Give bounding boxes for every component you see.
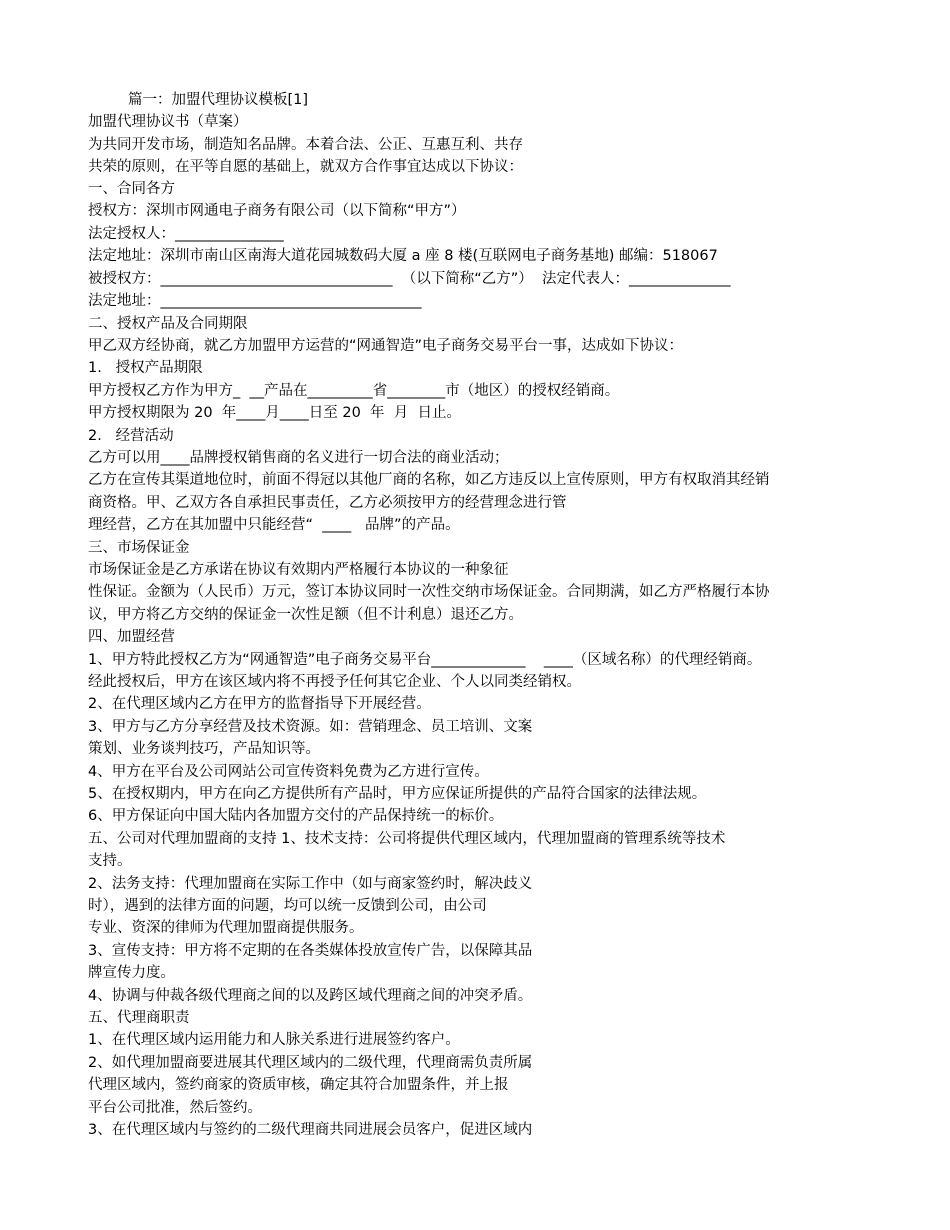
text-line: 共荣的原则，在平等自愿的基础上，就双方合作事宜达成以下协议： (88, 159, 523, 175)
text-line: 2、如代理加盟商要进展其代理区域内的二级代理，代理商需负责所属 (88, 1055, 533, 1071)
text-line: 性保证。金额为（人民币）万元，签订本协议同时一次性交纳市场保证金。合同期满，如乙方严格履行本协 (88, 584, 770, 600)
section-heading: 一、合同各方 (88, 181, 175, 197)
text-line: 3、在代理区域内与签约的二级代理商共同进展会员客户，促进区域内 (88, 1122, 533, 1138)
text-line: 1、甲方特此授权乙方为“网通智造”电子商务交易平台_____________ ____（区域名称）的代理经销商。 (88, 652, 762, 668)
subsection-heading: 2. 经营活动 (88, 428, 174, 444)
section-heading: 五、公司对代理加盟商的支持 1、技术支持：公司将提供代理区域内，代理加盟商的管理系统等技术 (88, 831, 726, 847)
text-line: 授权方：深圳市网通电子商务有限公司（以下简称“甲方”） (88, 203, 466, 219)
text-line: 策划、业务谈判技巧，产品知识等。 (88, 741, 320, 757)
text-line: 被授权方：________________________________ （以下简称“乙方”） 法定代表人：______________ (88, 271, 731, 287)
section-heading: 五、代理商职责 (88, 1010, 190, 1026)
text-line: 经此授权后，甲方在该区域内将不再授予任何其它企业、个人以同类经销权。 (88, 674, 581, 690)
text-line: 甲方授权期限为 20 年____月____日至 20 年 月 日止。 (88, 405, 461, 421)
text-line: 3、宣传支持：甲方将不定期的在各类媒体投放宣传广告，以保障其品 (88, 943, 533, 959)
agreement-title: 加盟代理协议书（草案） (88, 114, 248, 130)
text-line: 法定授权人：_______________ (88, 226, 284, 242)
text-line: 4、甲方在平台及公司网站公司宣传资料免费为乙方进行宣传。 (88, 764, 489, 780)
section-heading: 三、市场保证金 (88, 540, 190, 556)
text-line: 4、协调与仲裁各级代理商之间的以及跨区域代理商之间的冲突矛盾。 (88, 988, 533, 1004)
section-heading: 二、授权产品及合同期限 (88, 316, 248, 332)
text-line: 理经营，乙方在其加盟中只能经营“ ____ 品牌”的产品。 (88, 517, 460, 533)
text-line: 乙方在宣传其渠道地位时，前面不得冠以其他厂商的名称，如乙方违反以上宣传原则，甲方有权取消其经销 (88, 472, 770, 488)
subsection-heading: 1. 授权产品期限 (88, 360, 203, 376)
text-line: 时），遇到的法律方面的问题，均可以统一反馈到公司，由公司 (88, 898, 487, 914)
document-heading: 篇一：加盟代理协议模板[1] (128, 92, 309, 108)
text-line: 牌宣传力度。 (88, 965, 175, 981)
text-line: 2、法务支持：代理加盟商在实际工作中（如与商家签约时，解决歧义 (88, 876, 533, 892)
text-line: 法定地址：深圳市南山区南海大道花园城数码大厦 a 座 8 楼(互联网电子商务基地) 邮编：518067 (88, 248, 718, 264)
text-line: 法定地址：____________________________________ (88, 293, 422, 309)
text-line: 5、在授权期内，甲方在向乙方提供所有产品时，甲方应保证所提供的产品符合国家的法律法规。 (88, 786, 707, 802)
text-line: 1、在代理区域内运用能力和人脉关系进行进展签约客户。 (88, 1032, 460, 1048)
text-line: 支持。 (88, 853, 132, 869)
text-line: 为共同开发市场，制造知名品牌。本着合法、公正、互惠互利、共存 (88, 137, 523, 153)
text-line: 代理区域内，签约商家的资质审核，确定其符合加盟条件，并上报 (88, 1077, 509, 1093)
text-line: 商资格。甲、乙双方各自承担民事责任，乙方必须按甲方的经营理念进行管 (88, 495, 567, 511)
text-line: 6、甲方保证向中国大陆内各加盟方交付的产品保持统一的标价。 (88, 808, 504, 824)
text-line: 平台公司批准，然后签约。 (88, 1100, 262, 1116)
text-line: 2、在代理区域内乙方在甲方的监督指导下开展经营。 (88, 696, 431, 712)
text-line: 专业、资深的律师为代理加盟商提供服务。 (88, 920, 364, 936)
text-line: 议，甲方将乙方交纳的保证金一次性足额（但不计利息）退还乙方。 (88, 607, 523, 623)
text-line: 乙方可以用____品牌授权销售商的名义进行一切合法的商业活动； (88, 450, 509, 466)
section-heading: 四、加盟经营 (88, 629, 175, 645)
text-line: 市场保证金是乙方承诺在协议有效期内严格履行本协议的一种象征 (88, 562, 509, 578)
text-line: 甲乙双方经协商，就乙方加盟甲方运营的“网通智造”电子商务交易平台一事，达成如下协议： (88, 338, 684, 354)
text-line: 甲方授权乙方作为甲方_ __产品在_________省________市（地区）的授权经销商。 (88, 383, 620, 399)
text-line: 3、甲方与乙方分享经营及技术资源。如：营销理念、员工培训、文案 (88, 719, 533, 735)
